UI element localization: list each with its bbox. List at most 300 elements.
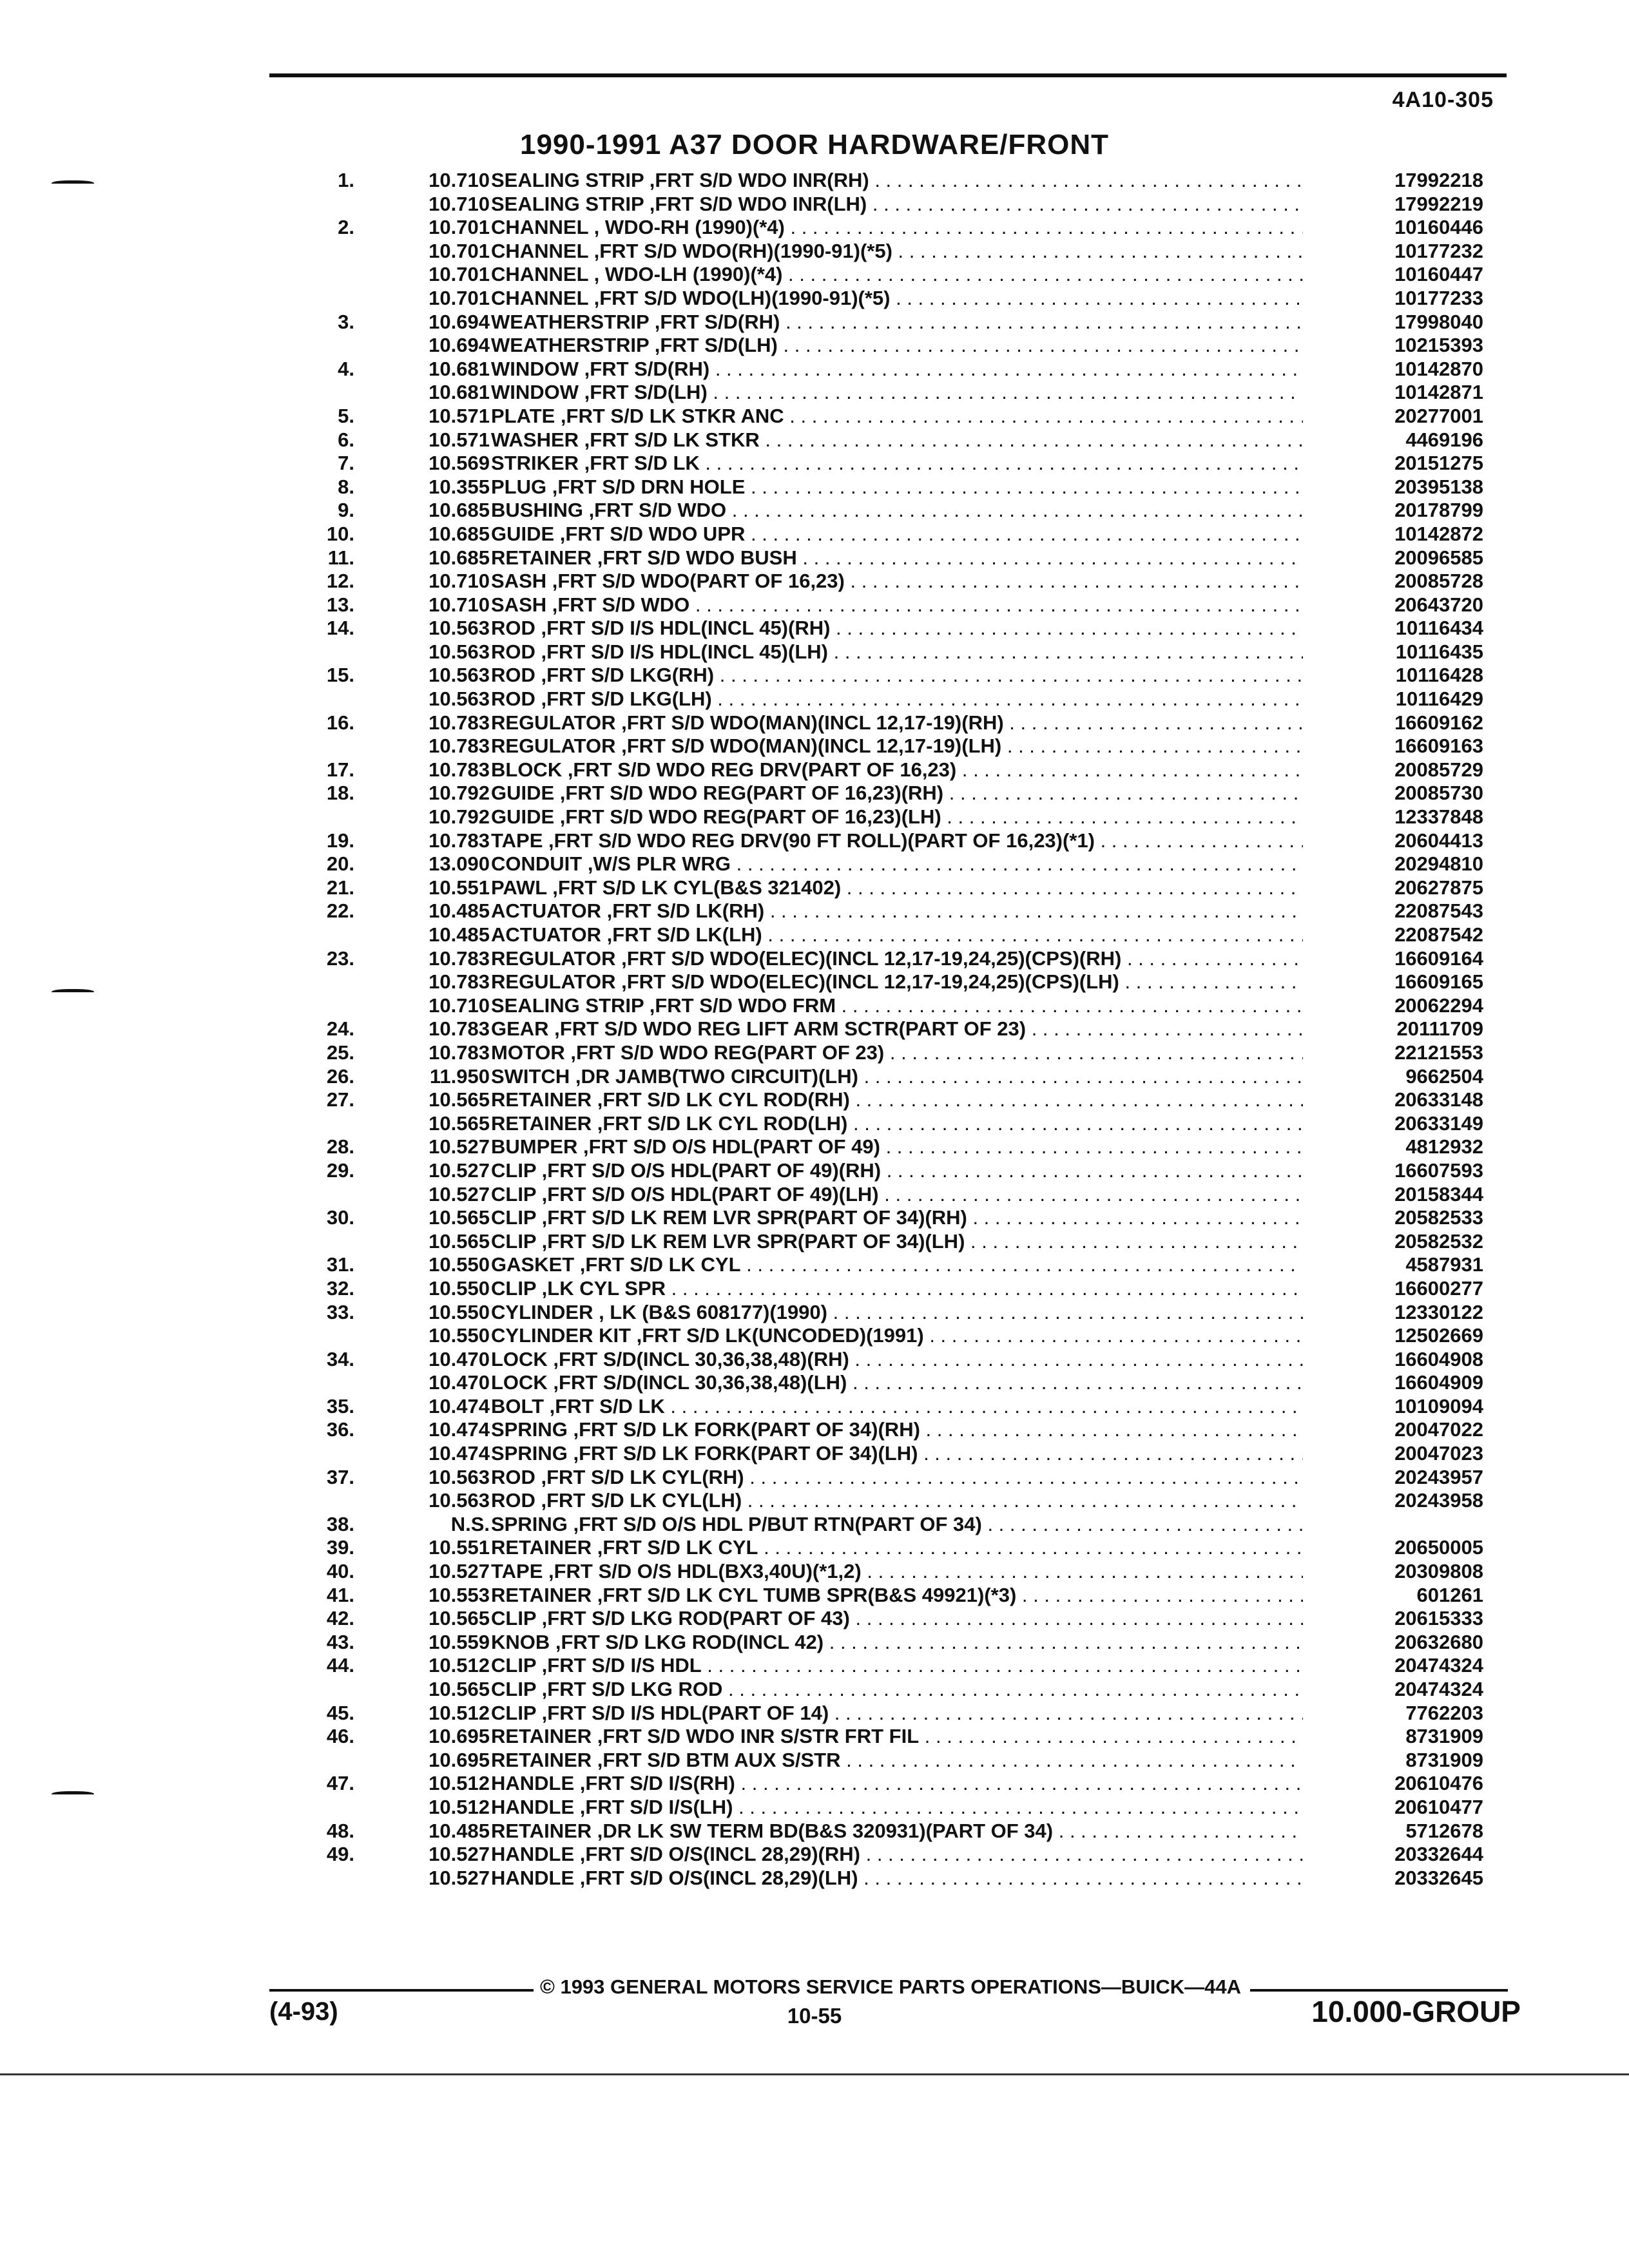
ref-number: 3. (338, 310, 354, 333)
part-number: 20111709 (1396, 1017, 1483, 1041)
ref-number: 47. (326, 1772, 354, 1795)
part-description: WEATHERSTRIP ,FRT S/D(LH) . . . (491, 334, 1303, 358)
ref-number: 45. (326, 1701, 354, 1724)
ref-number: 24. (326, 1017, 354, 1041)
part-row (284, 1301, 1483, 1325)
ref-number: 14. (326, 617, 354, 640)
part-row (284, 1324, 1483, 1348)
group-number: 10.701 (429, 239, 490, 262)
part-number: 10177233 (1394, 286, 1483, 309)
parts-list (284, 169, 1483, 1890)
part-description: ROD ,FRT S/D I/S HDL(INCL 45)(RH) . . . (491, 617, 1303, 640)
part-row (284, 216, 1483, 240)
part-description: CYLINDER , LK (B&S 608177)(1990) . . . (491, 1301, 1303, 1325)
group-number: 10.681 (429, 381, 490, 404)
group-number: 10.512 (429, 1701, 490, 1724)
part-number: 16609162 (1394, 711, 1483, 734)
group-number: 10.527 (429, 1560, 490, 1583)
part-row (284, 1041, 1483, 1065)
part-row (284, 1418, 1483, 1442)
part-number: 20633148 (1394, 1088, 1483, 1111)
part-number: 10116434 (1395, 617, 1483, 640)
ref-number: 39. (326, 1536, 354, 1559)
group-number: 10.694 (429, 334, 490, 357)
part-number: 20332644 (1394, 1843, 1483, 1866)
group-number: 10.783 (429, 711, 490, 734)
bottom-rule (0, 2073, 1629, 2075)
part-row (284, 829, 1483, 853)
group-number: 10.474 (429, 1394, 490, 1418)
part-row (284, 570, 1483, 593)
part-number: 16609163 (1394, 735, 1483, 758)
group-number: 10.783 (429, 1041, 490, 1064)
part-number: 20047022 (1394, 1418, 1483, 1441)
group-number: 10.470 (429, 1347, 490, 1370)
ref-number: 34. (326, 1347, 354, 1370)
part-number: 20243958 (1394, 1489, 1483, 1512)
part-number: 10215393 (1394, 334, 1483, 357)
punch-hole-mark (52, 180, 94, 187)
part-row (284, 1206, 1483, 1230)
ref-number: 5. (338, 404, 354, 427)
part-description: SEALING STRIP ,FRT S/D WDO FRM . . . (491, 994, 1303, 1018)
part-description: CLIP ,FRT S/D O/S HDL(PART OF 49)(LH) . . . (491, 1183, 1303, 1207)
group-number: 10.701 (429, 286, 490, 309)
group-number: 10.565 (429, 1088, 490, 1111)
part-number: 20582532 (1394, 1229, 1483, 1253)
part-row (284, 1466, 1483, 1490)
part-description: RETAINER ,FRT S/D WDO INR S/STR FRT FIL . . . (491, 1725, 1303, 1749)
part-row (284, 687, 1483, 711)
part-number: 4469196 (1405, 428, 1483, 451)
part-description: REGULATOR ,FRT S/D WDO(MAN)(INCL 12,17-19)(LH) . . . (491, 735, 1303, 758)
part-number: 20604413 (1394, 829, 1483, 852)
ref-number: 7. (338, 452, 354, 475)
part-row (284, 1796, 1483, 1820)
ref-number: 29. (326, 1158, 354, 1182)
part-number: 10109094 (1394, 1394, 1483, 1418)
part-number: 20643720 (1394, 593, 1483, 616)
part-row (284, 546, 1483, 570)
ref-number: 36. (326, 1418, 354, 1441)
part-description: CHANNEL , WDO-RH (1990)(*4) . . . (491, 216, 1303, 240)
part-description: CHANNEL ,FRT S/D WDO(LH)(1990-91)(*5) . . . (491, 287, 1303, 311)
part-number: 22121553 (1394, 1041, 1483, 1064)
group-number: 10.565 (429, 1206, 490, 1229)
ref-number: 11. (327, 546, 354, 569)
part-row (284, 1843, 1483, 1867)
group-number: 10.470 (429, 1371, 490, 1394)
part-description: ROD ,FRT S/D LK CYL(LH) . . . (491, 1489, 1303, 1513)
group-number: 10.571 (429, 428, 490, 451)
part-number: 16609164 (1394, 947, 1483, 970)
punch-hole-mark (52, 1791, 94, 1798)
group-number: 10.565 (429, 1607, 490, 1630)
ref-number: 28. (326, 1135, 354, 1158)
part-row (284, 923, 1483, 947)
ref-number: 26. (326, 1064, 354, 1088)
ref-number: 9. (338, 499, 354, 522)
part-number: 10142870 (1394, 357, 1483, 380)
ref-number: 1. (338, 169, 354, 191)
part-number: 16604909 (1394, 1371, 1483, 1394)
part-row (284, 263, 1483, 287)
part-description: KNOB ,FRT S/D LKG ROD(INCL 42) . . . (491, 1631, 1303, 1655)
ref-number: 4. (338, 357, 354, 380)
part-description: CHANNEL ,FRT S/D WDO(RH)(1990-91)(*5) . . . (491, 240, 1303, 264)
part-row (284, 499, 1483, 523)
group-number: 10.783 (429, 758, 490, 781)
ref-number: 30. (326, 1206, 354, 1229)
group-number: 10.569 (429, 452, 490, 475)
part-row (284, 1702, 1483, 1725)
part-description: SASH ,FRT S/D WDO(PART OF 16,23) . . . (491, 570, 1303, 593)
part-row (284, 947, 1483, 971)
part-row (284, 1017, 1483, 1041)
part-number: 20178799 (1394, 499, 1483, 522)
part-row (284, 782, 1483, 805)
part-description: CLIP ,FRT S/D I/S HDL(PART OF 14) . . . (491, 1702, 1303, 1725)
ref-number: 10. (326, 522, 354, 545)
ref-number: 31. (326, 1253, 354, 1276)
group-number: 10.474 (429, 1418, 490, 1441)
part-description: CLIP ,FRT S/D LKG ROD(PART OF 43) . . . (491, 1607, 1303, 1631)
part-row (284, 381, 1483, 405)
group-number: 10.695 (429, 1725, 490, 1748)
revision-date: (4-93) (269, 1997, 338, 2026)
part-number: 10116429 (1395, 687, 1483, 711)
group-number: 13.090 (429, 852, 490, 876)
part-number: 10177232 (1394, 239, 1483, 262)
part-description: SPRING ,FRT S/D LK FORK(PART OF 34)(LH) . . . (491, 1442, 1303, 1466)
part-row (284, 876, 1483, 900)
group-number: 10.485 (429, 923, 490, 946)
part-row (284, 664, 1483, 687)
part-number: 20277001 (1394, 404, 1483, 427)
part-description: GEAR ,FRT S/D WDO REG LIFT ARM SCTR(PART OF 23) . . . (491, 1017, 1303, 1041)
group-number: 10.783 (429, 735, 490, 758)
group-number: 10.551 (429, 876, 490, 899)
group-number: 10.565 (429, 1678, 490, 1700)
group-number: 10.527 (429, 1135, 490, 1158)
part-number: 16600277 (1394, 1276, 1483, 1300)
part-number: 5712678 (1405, 1819, 1483, 1842)
part-row (284, 1230, 1483, 1254)
part-number: 17992218 (1394, 169, 1483, 191)
part-row (284, 428, 1483, 452)
part-row (284, 1371, 1483, 1395)
group-number: 10.783 (429, 970, 490, 994)
ref-number: 35. (326, 1394, 354, 1418)
part-row (284, 1654, 1483, 1678)
group-number: 10.485 (429, 1819, 490, 1842)
part-row (284, 1772, 1483, 1796)
part-number: 16607593 (1394, 1158, 1483, 1182)
part-number: 8731909 (1405, 1748, 1483, 1771)
part-description: WEATHERSTRIP ,FRT S/D(RH) . . . (491, 311, 1303, 334)
page-title: 1990-1991 A37 DOOR HARDWARE/FRONT (519, 129, 1110, 160)
part-number: 12337848 (1394, 805, 1483, 829)
part-row (284, 1442, 1483, 1466)
top-rule (269, 73, 1507, 77)
part-number: 17998040 (1394, 310, 1483, 333)
part-description: BUMPER ,FRT S/D O/S HDL(PART OF 49) . . . (491, 1135, 1303, 1159)
part-description: SEALING STRIP ,FRT S/D WDO INR(LH) . . . (491, 193, 1303, 216)
part-number: 20062294 (1394, 994, 1483, 1017)
part-number: 10116428 (1395, 664, 1483, 687)
part-description: SWITCH ,DR JAMB(TWO CIRCUIT)(LH) . . . (491, 1065, 1303, 1089)
ref-number: 40. (326, 1560, 354, 1583)
part-description: SPRING ,FRT S/D O/S HDL P/BUT RTN(PART OF 34) . . . (491, 1513, 1303, 1537)
part-description: STRIKER ,FRT S/D LK . . . (491, 452, 1303, 476)
part-row (284, 1749, 1483, 1773)
group-number: 10.527 (429, 1866, 490, 1889)
part-row (284, 452, 1483, 476)
part-number: 12502669 (1394, 1324, 1483, 1347)
part-description: PAWL ,FRT S/D LK CYL(B&S 321402) . . . (491, 876, 1303, 900)
group-number: 10.550 (429, 1253, 490, 1276)
part-row (284, 899, 1483, 923)
part-description: GUIDE ,FRT S/D WDO UPR . . . (491, 523, 1303, 546)
part-description: WASHER ,FRT S/D LK STKR . . . (491, 428, 1303, 452)
group-number: 10.559 (429, 1630, 490, 1653)
part-number: 7762203 (1405, 1701, 1483, 1724)
part-description: HANDLE ,FRT S/D O/S(INCL 28,29)(LH) . . . (491, 1867, 1303, 1890)
ref-number: 37. (326, 1465, 354, 1488)
group-number: 10.792 (429, 805, 490, 829)
ref-number: 21. (326, 876, 354, 899)
part-description: SEALING STRIP ,FRT S/D WDO INR(RH) . . . (491, 169, 1303, 193)
group-number: 10.512 (429, 1654, 490, 1677)
ref-number: 27. (326, 1088, 354, 1111)
part-number: 22087543 (1394, 899, 1483, 923)
part-row (284, 311, 1483, 334)
part-description: RETAINER ,FRT S/D BTM AUX S/STR . . . (491, 1749, 1303, 1773)
group-number: 10.565 (429, 1111, 490, 1135)
ref-number: 17. (326, 758, 354, 781)
part-row (284, 1253, 1483, 1277)
group-number: 10.701 (429, 216, 490, 239)
part-row (284, 1088, 1483, 1112)
group-number: 10.783 (429, 947, 490, 970)
part-number: 20294810 (1394, 852, 1483, 876)
group-number: 10.485 (429, 899, 490, 923)
footer-rule-right (1250, 1989, 1508, 1992)
group-number: 10.710 (429, 192, 490, 215)
group-number: 10.527 (429, 1182, 490, 1206)
part-description: WINDOW ,FRT S/D(LH) . . . (491, 381, 1303, 405)
punch-hole-mark (52, 989, 94, 996)
part-description: RETAINER ,FRT S/D LK CYL ROD(LH) . . . (491, 1112, 1303, 1136)
part-row (284, 334, 1483, 358)
group-number: 11.950 (429, 1064, 490, 1088)
part-number: 20610477 (1394, 1795, 1483, 1818)
part-number: 20632680 (1394, 1630, 1483, 1653)
part-description: PLATE ,FRT S/D LK STKR ANC . . . (491, 405, 1303, 428)
part-number: 20474324 (1394, 1654, 1483, 1677)
part-description: HANDLE ,FRT S/D I/S(RH) . . . (491, 1772, 1303, 1796)
part-row (284, 240, 1483, 264)
part-number: 9662504 (1405, 1064, 1483, 1088)
part-row (284, 1678, 1483, 1702)
page-code: 4A10-305 (1392, 88, 1494, 112)
group-number: 10.563 (429, 1465, 490, 1488)
part-number: 17992219 (1394, 192, 1483, 215)
ref-number: 38. (326, 1512, 354, 1535)
part-description: GUIDE ,FRT S/D WDO REG(PART OF 16,23)(LH) . . . (491, 805, 1303, 829)
part-description: SASH ,FRT S/D WDO . . . (491, 593, 1303, 617)
ref-number: 19. (326, 829, 354, 852)
part-number: 20474324 (1394, 1678, 1483, 1700)
part-row (284, 1536, 1483, 1560)
part-row (284, 193, 1483, 216)
part-row (284, 1560, 1483, 1584)
part-description: ACTUATOR ,FRT S/D LK(LH) . . . (491, 923, 1303, 947)
ref-number: 18. (326, 782, 354, 805)
part-number: 20096585 (1394, 546, 1483, 569)
group-label: 10.000-GROUP (1311, 1995, 1521, 2028)
ref-number: 20. (326, 852, 354, 876)
part-row (284, 1820, 1483, 1843)
group-number: 10.550 (429, 1276, 490, 1300)
group-number: 10.695 (429, 1748, 490, 1771)
group-number: 10.685 (429, 546, 490, 569)
part-number: 10160446 (1394, 216, 1483, 239)
part-number: 20243957 (1394, 1465, 1483, 1488)
ref-number: 8. (338, 475, 354, 498)
part-row (284, 169, 1483, 193)
group-number: 10.512 (429, 1772, 490, 1795)
group-number: 10.710 (429, 169, 490, 191)
part-description: ROD ,FRT S/D LKG(LH) . . . (491, 687, 1303, 711)
part-description: CLIP ,LK CYL SPR . . . (491, 1277, 1303, 1301)
group-number: 10.563 (429, 617, 490, 640)
group-number: 10.563 (429, 687, 490, 711)
group-number: 10.563 (429, 664, 490, 687)
ref-number: 32. (326, 1276, 354, 1300)
part-number: 4587931 (1405, 1253, 1483, 1276)
part-description: RETAINER ,FRT S/D LK CYL TUMB SPR(B&S 49921)(*3) . . . (491, 1584, 1303, 1608)
ref-number: 15. (326, 664, 354, 687)
footer-rule-left (269, 1989, 534, 1992)
part-description: GUIDE ,FRT S/D WDO REG(PART OF 16,23)(RH) . . . (491, 782, 1303, 805)
ref-number: 16. (326, 711, 354, 734)
group-number: 10.694 (429, 310, 490, 333)
part-row (284, 1725, 1483, 1749)
part-row (284, 1135, 1483, 1159)
part-row (284, 593, 1483, 617)
part-number: 10116435 (1395, 640, 1483, 663)
part-row (284, 1183, 1483, 1207)
part-number: 20151275 (1394, 452, 1483, 475)
group-number: 10.783 (429, 829, 490, 852)
part-row (284, 735, 1483, 758)
part-number: 20627875 (1394, 876, 1483, 899)
ref-number: 48. (326, 1819, 354, 1842)
part-description: RETAINER ,FRT S/D LK CYL . . . (491, 1536, 1303, 1560)
part-number: 10160447 (1394, 263, 1483, 286)
part-description: REGULATOR ,FRT S/D WDO(ELEC)(INCL 12,17-19,24,25)(CPS)(LH) . . . (491, 970, 1303, 994)
part-row (284, 994, 1483, 1018)
part-description: CLIP ,FRT S/D LK REM LVR SPR(PART OF 34)(RH) . . . (491, 1206, 1303, 1230)
ref-number: 44. (326, 1654, 354, 1677)
part-description: ROD ,FRT S/D LK CYL(RH) . . . (491, 1466, 1303, 1490)
part-description: LOCK ,FRT S/D(INCL 30,36,38,48)(RH) . . . (491, 1348, 1303, 1372)
part-description: PLUG ,FRT S/D DRN HOLE . . . (491, 476, 1303, 499)
part-number: 20615333 (1394, 1607, 1483, 1630)
part-description: CLIP ,FRT S/D LKG ROD . . . (491, 1678, 1303, 1702)
part-description: HANDLE ,FRT S/D O/S(INCL 28,29)(RH) . . . (491, 1843, 1303, 1867)
part-row (284, 805, 1483, 829)
part-number: 8731909 (1405, 1725, 1483, 1748)
part-number: 20633149 (1394, 1111, 1483, 1135)
group-number: 10.512 (429, 1795, 490, 1818)
part-row (284, 405, 1483, 428)
part-number: 10142872 (1394, 522, 1483, 545)
group-number: 10.527 (429, 1843, 490, 1866)
part-number: 16604908 (1394, 1347, 1483, 1370)
part-row (284, 1159, 1483, 1183)
part-row (284, 1631, 1483, 1655)
ref-number: 46. (326, 1725, 354, 1748)
part-description: CHANNEL , WDO-LH (1990)(*4) . . . (491, 263, 1303, 287)
part-description: CLIP ,FRT S/D LK REM LVR SPR(PART OF 34)(LH) . . . (491, 1230, 1303, 1254)
part-row (284, 1867, 1483, 1890)
group-number: 10.783 (429, 1017, 490, 1041)
part-row (284, 1584, 1483, 1608)
group-number: 10.553 (429, 1583, 490, 1606)
group-number: 10.792 (429, 782, 490, 805)
part-row (284, 711, 1483, 735)
group-number: 10.685 (429, 522, 490, 545)
part-description: HANDLE ,FRT S/D I/S(LH) . . . (491, 1796, 1303, 1820)
part-row (284, 852, 1483, 876)
page-number: 10-55 (787, 2004, 842, 2028)
part-row (284, 758, 1483, 782)
part-row (284, 617, 1483, 640)
part-number: 20582533 (1394, 1206, 1483, 1229)
ref-number: 2. (338, 216, 354, 239)
group-number: 10.527 (429, 1158, 490, 1182)
part-description: MOTOR ,FRT S/D WDO REG(PART OF 23) . . . (491, 1041, 1303, 1065)
group-number: 10.710 (429, 994, 490, 1017)
group-number: 10.701 (429, 263, 490, 286)
part-description: TAPE ,FRT S/D O/S HDL(BX3,40U)(*1,2) . . . (491, 1560, 1303, 1584)
group-number: 10.571 (429, 404, 490, 427)
part-row (284, 1489, 1483, 1513)
ref-number: 23. (326, 947, 354, 970)
ref-number: 43. (326, 1630, 354, 1653)
group-number: 10.550 (429, 1324, 490, 1347)
part-description: ROD ,FRT S/D LKG(RH) . . . (491, 664, 1303, 687)
part-row (284, 287, 1483, 311)
ref-number: 13. (326, 593, 354, 616)
part-number: 10142871 (1394, 381, 1483, 404)
part-number: 20047023 (1394, 1442, 1483, 1465)
part-number: 20085730 (1394, 782, 1483, 805)
part-description: CONDUIT ,W/S PLR WRG . . . (491, 852, 1303, 876)
part-description: SPRING ,FRT S/D LK FORK(PART OF 34)(RH) . . . (491, 1418, 1303, 1442)
part-description: REGULATOR ,FRT S/D WDO(MAN)(INCL 12,17-19)(RH) . . . (491, 711, 1303, 735)
copyright-notice: © 1993 GENERAL MOTORS SERVICE PARTS OPERATIONS—BUICK—44A (540, 1975, 1241, 1998)
part-row (284, 640, 1483, 664)
part-number: 601261 (1416, 1583, 1483, 1606)
part-description: RETAINER ,FRT S/D LK CYL ROD(RH) . . . (491, 1088, 1303, 1112)
part-row (284, 1513, 1483, 1537)
group-number: N.S. (450, 1512, 490, 1535)
group-number: 10.685 (429, 499, 490, 522)
part-row (284, 1348, 1483, 1372)
